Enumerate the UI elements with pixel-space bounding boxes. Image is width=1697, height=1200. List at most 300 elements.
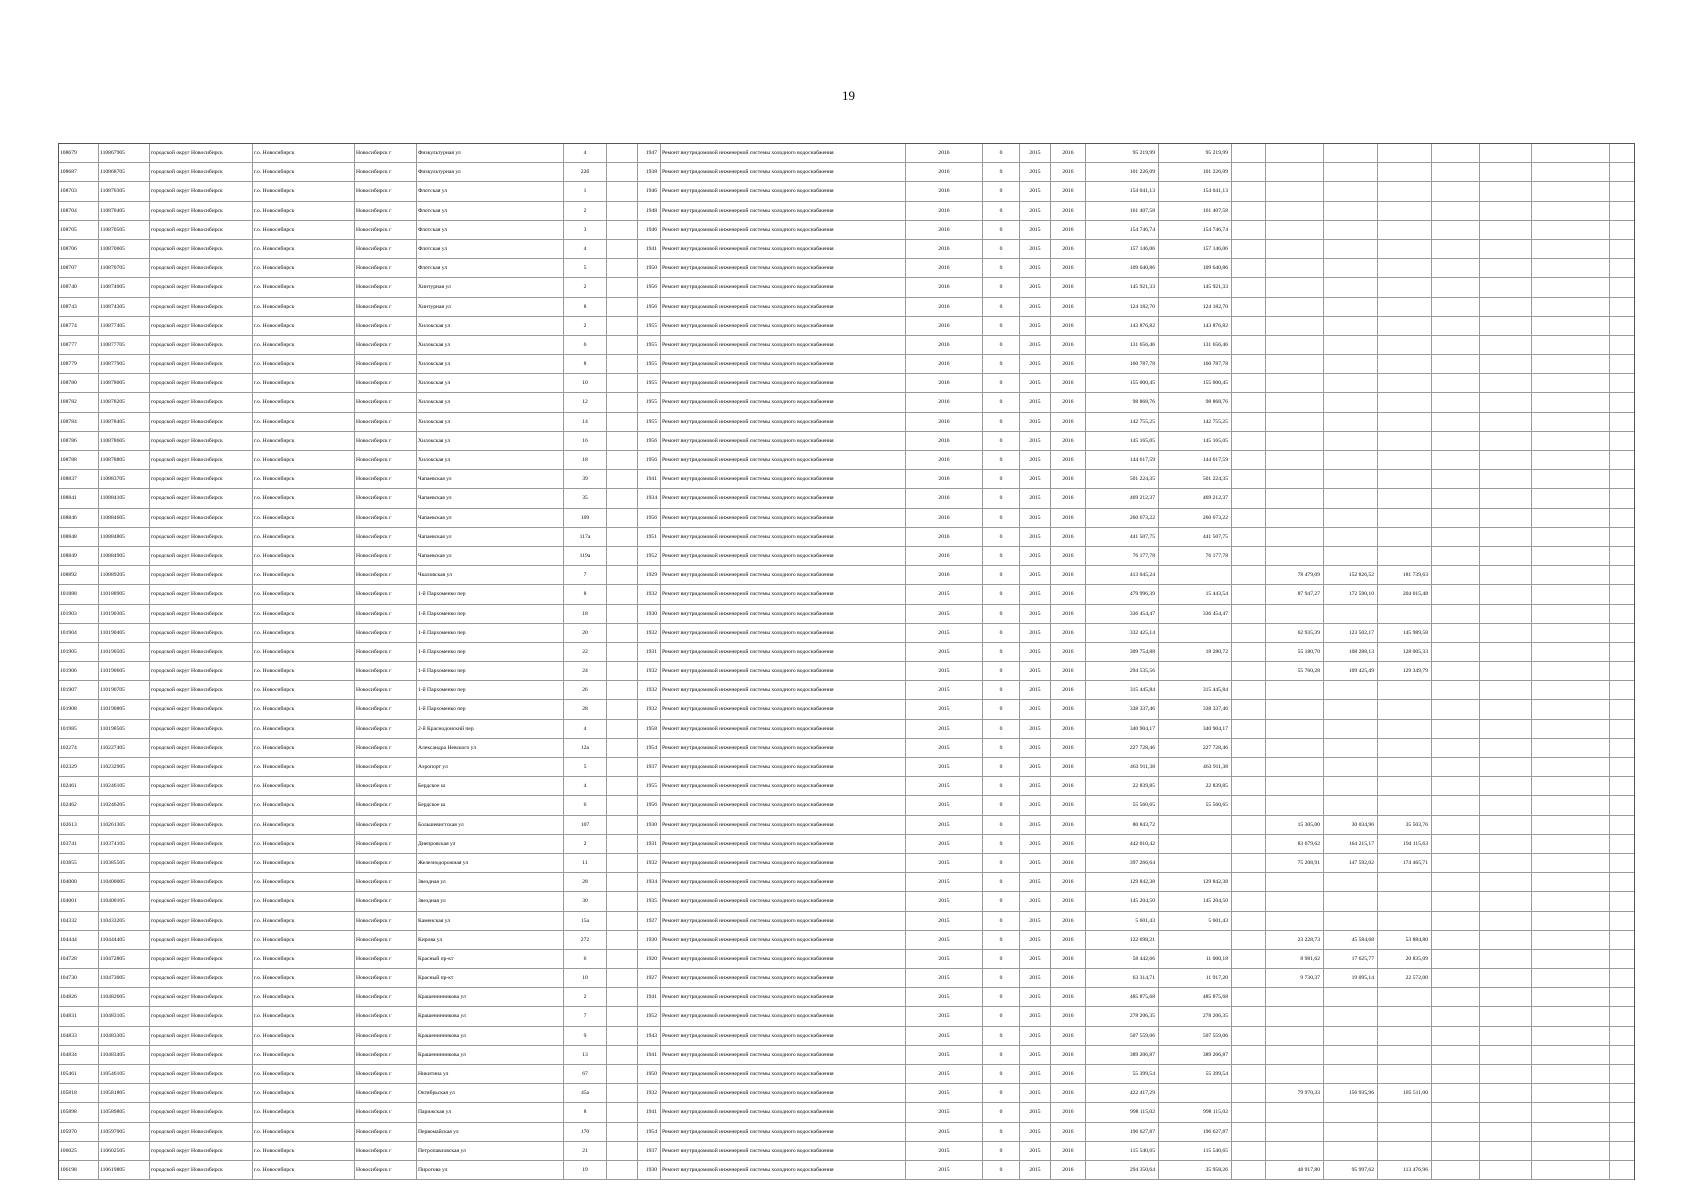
- table-row: [59, 336, 1634, 355]
- cell-code: 110883705: [99, 470, 150, 488]
- cell-street: 1-й Пархоменко пер: [417, 700, 564, 718]
- cell-house: 6: [564, 950, 607, 968]
- cell-year-from: 2015: [1020, 1027, 1051, 1045]
- cell-municipality: г.о. Новосибирск: [253, 1123, 355, 1141]
- cell-year-to: 2016: [1051, 720, 1086, 738]
- cell-code: 110870605: [99, 240, 150, 258]
- cell-district: городской округ Новосибирск: [150, 355, 253, 373]
- cell-zero: 0: [983, 873, 1020, 891]
- cell-municipality: г.о. Новосибирск: [253, 547, 355, 565]
- cell-empty: [1480, 470, 1532, 488]
- cell-fund-3: [1378, 509, 1432, 527]
- cell-municipality: г.о. Новосибирск: [253, 643, 355, 661]
- cell-cost-part: 5 601,43: [1159, 912, 1232, 930]
- cell-fund-3: 145 989,58: [1378, 624, 1432, 642]
- cell-city: Новосибирск г: [355, 758, 417, 776]
- cell-plan-year: 2015: [906, 624, 983, 642]
- cell-work-type: Ремонт внутридомовой инженерной системы холодного водоснабжения: [661, 1103, 906, 1121]
- cell-empty: [1610, 221, 1660, 239]
- cell-empty: [1232, 221, 1266, 239]
- cell-year-from: 2015: [1020, 432, 1051, 450]
- cell-street: Днепровская ул: [417, 835, 564, 853]
- table-row: [59, 451, 1634, 470]
- cell-year-from: 2015: [1020, 221, 1051, 239]
- cell-empty: [1610, 259, 1660, 277]
- cell-fund-3: [1378, 605, 1432, 623]
- cell-district: городской округ Новосибирск: [150, 816, 253, 834]
- cell-empty: [1480, 873, 1532, 891]
- cell-year-from: 2015: [1020, 240, 1051, 258]
- cell-empty: [1610, 931, 1660, 949]
- cell-year-to: 2016: [1051, 1084, 1086, 1102]
- table-row: [59, 585, 1634, 604]
- cell-year-to: 2016: [1051, 547, 1086, 565]
- cell-year-from: 2015: [1020, 624, 1051, 642]
- cell-zero: 0: [983, 182, 1020, 200]
- cell-id: 108705: [59, 221, 99, 239]
- cell-code: 110619805: [99, 1161, 150, 1179]
- cell-empty: [1532, 624, 1610, 642]
- cell-built-year: 1930: [638, 1161, 661, 1179]
- cell-street: Чапаевская ул: [417, 528, 564, 546]
- cell-street: Чапаевская ул: [417, 547, 564, 565]
- cell-fund-2: [1324, 240, 1378, 258]
- cell-built-year: 1930: [638, 605, 661, 623]
- cell-empty: [1480, 221, 1532, 239]
- cell-built-year: 1951: [638, 528, 661, 546]
- cell-empty: [1532, 1103, 1610, 1121]
- cell-empty: [1432, 1027, 1480, 1045]
- table-row: [59, 374, 1634, 393]
- cell-municipality: г.о. Новосибирск: [253, 1103, 355, 1121]
- cell-code: 110581805: [99, 1084, 150, 1102]
- cell-zero: 0: [983, 777, 1020, 795]
- cell-empty: [1532, 489, 1610, 507]
- cell-built-year: 1955: [638, 777, 661, 795]
- cell-fund-3: [1378, 912, 1432, 930]
- cell-empty: [1232, 816, 1266, 834]
- cell-fund-2: [1324, 163, 1378, 181]
- cell-id: 108679: [59, 144, 99, 162]
- cell-fund-1: 15 305,00: [1266, 816, 1324, 834]
- cell-street: Звездная ул: [417, 873, 564, 891]
- cell-plan-year: 2016: [906, 470, 983, 488]
- cell-year-from: 2015: [1020, 969, 1051, 987]
- cell-city: Новосибирск г: [355, 605, 417, 623]
- cell-id: 104826: [59, 988, 99, 1006]
- cell-built-year: 1920: [638, 950, 661, 968]
- cell-municipality: г.о. Новосибирск: [253, 278, 355, 296]
- cell-zero: 0: [983, 1007, 1020, 1025]
- cell-city: Новосибирск г: [355, 298, 417, 316]
- cell-empty: [1610, 777, 1660, 795]
- cell-plan-year: 2015: [906, 1046, 983, 1064]
- cell-zero: 0: [983, 1065, 1020, 1083]
- cell-fund-2: [1324, 278, 1378, 296]
- cell-code: 110232905: [99, 758, 150, 776]
- cell-street: 1-й Пархоменко пер: [417, 643, 564, 661]
- cell-plan-year: 2015: [906, 892, 983, 910]
- cell-district: городской округ Новосибирск: [150, 432, 253, 450]
- cell-cost-part: 144 617,59: [1159, 451, 1232, 469]
- cell-empty: [1532, 816, 1610, 834]
- cell-house: 12: [564, 393, 607, 411]
- cell-district: городской округ Новосибирск: [150, 796, 253, 814]
- cell-house: 67: [564, 1065, 607, 1083]
- cell-year-from: 2015: [1020, 835, 1051, 853]
- cell-street: Чапаевская ул: [417, 509, 564, 527]
- table-row: [59, 566, 1634, 585]
- cell-building: [607, 931, 638, 949]
- cell-house: 18: [564, 451, 607, 469]
- cell-street: 1-й Пархоменко пер: [417, 624, 564, 642]
- cell-built-year: 1955: [638, 336, 661, 354]
- cell-empty: [1610, 1027, 1660, 1045]
- cell-empty: [1480, 1123, 1532, 1141]
- cell-house: 109: [564, 509, 607, 527]
- cell-district: городской округ Новосибирск: [150, 854, 253, 872]
- cell-year-to: 2016: [1051, 912, 1086, 930]
- cell-empty: [1232, 1027, 1266, 1045]
- cell-plan-year: 2015: [906, 1123, 983, 1141]
- cell-id: 108892: [59, 566, 99, 584]
- cell-house: 20: [564, 624, 607, 642]
- cell-city: Новосибирск г: [355, 1007, 417, 1025]
- cell-work-type: Ремонт внутридомовой инженерной системы холодного водоснабжения: [661, 470, 906, 488]
- cell-house: 28: [564, 873, 607, 891]
- cell-year-from: 2015: [1020, 298, 1051, 316]
- cell-zero: 0: [983, 835, 1020, 853]
- cell-plan-year: 2016: [906, 336, 983, 354]
- cell-building: [607, 202, 638, 220]
- cell-district: городской округ Новосибирск: [150, 221, 253, 239]
- cell-fund-1: [1266, 1123, 1324, 1141]
- cell-id: 108837: [59, 470, 99, 488]
- cell-house: 8: [564, 298, 607, 316]
- cell-year-from: 2015: [1020, 912, 1051, 930]
- cell-municipality: г.о. Новосибирск: [253, 566, 355, 584]
- cell-built-year: 1954: [638, 739, 661, 757]
- cell-fund-1: 83 679,62: [1266, 835, 1324, 853]
- cell-fund-1: 78 479,09: [1266, 566, 1324, 584]
- cell-house: 10: [564, 969, 607, 987]
- cell-empty: [1480, 643, 1532, 661]
- cell-year-to: 2016: [1051, 432, 1086, 450]
- cell-fund-2: 108 288,13: [1324, 643, 1378, 661]
- cell-fund-2: [1324, 528, 1378, 546]
- cell-id: 104833: [59, 1027, 99, 1045]
- cell-code: 110884805: [99, 528, 150, 546]
- cell-code: 110874005: [99, 278, 150, 296]
- cell-municipality: г.о. Новосибирск: [253, 1027, 355, 1045]
- cell-built-year: 1937: [638, 758, 661, 776]
- cell-built-year: 1935: [638, 892, 661, 910]
- cell-building: [607, 873, 638, 891]
- cell-work-type: Ремонт внутридомовой инженерной системы холодного водоснабжения: [661, 509, 906, 527]
- cell-district: городской округ Новосибирск: [150, 1161, 253, 1179]
- cell-house: 18: [564, 605, 607, 623]
- cell-total-cost: 109 640,86: [1086, 259, 1159, 277]
- cell-plan-year: 2015: [906, 758, 983, 776]
- cell-street: Парижская ул: [417, 1103, 564, 1121]
- cell-fund-3: 194 115,63: [1378, 835, 1432, 853]
- cell-year-from: 2015: [1020, 202, 1051, 220]
- cell-empty: [1480, 1046, 1532, 1064]
- cell-year-to: 2016: [1051, 374, 1086, 392]
- cell-house: 8: [564, 355, 607, 373]
- cell-cost-part: 143 876,82: [1159, 317, 1232, 335]
- cell-code: 110878805: [99, 451, 150, 469]
- cell-total-cost: 479 996,39: [1086, 585, 1159, 603]
- cell-municipality: г.о. Новосибирск: [253, 700, 355, 718]
- cell-year-to: 2016: [1051, 1142, 1086, 1160]
- cell-empty: [1532, 566, 1610, 584]
- cell-fund-3: [1378, 1123, 1432, 1141]
- cell-cost-part: [1159, 662, 1232, 680]
- cell-fund-2: [1324, 700, 1378, 718]
- cell-city: Новосибирск г: [355, 509, 417, 527]
- cell-municipality: г.о. Новосибирск: [253, 528, 355, 546]
- table-row: [59, 278, 1634, 297]
- table-row: [59, 144, 1634, 163]
- cell-total-cost: 145 165,05: [1086, 432, 1159, 450]
- cell-city: Новосибирск г: [355, 259, 417, 277]
- cell-built-year: 1927: [638, 969, 661, 987]
- cell-year-to: 2016: [1051, 1046, 1086, 1064]
- cell-building: [607, 259, 638, 277]
- cell-work-type: Ремонт внутридомовой инженерной системы холодного водоснабжения: [661, 777, 906, 795]
- table-row: [59, 681, 1634, 700]
- cell-code: 110261305: [99, 816, 150, 834]
- cell-built-year: 1956: [638, 796, 661, 814]
- cell-cost-part: 15 443,54: [1159, 585, 1232, 603]
- cell-fund-2: [1324, 1123, 1378, 1141]
- cell-fund-3: [1378, 1007, 1432, 1025]
- cell-empty: [1480, 413, 1532, 431]
- cell-fund-1: [1266, 739, 1324, 757]
- cell-house: 8: [564, 1103, 607, 1121]
- cell-empty: [1232, 988, 1266, 1006]
- cell-building: [607, 643, 638, 661]
- cell-street: Бердское ш: [417, 777, 564, 795]
- cell-zero: 0: [983, 509, 1020, 527]
- cell-total-cost: 154 041,13: [1086, 182, 1159, 200]
- cell-plan-year: 2016: [906, 298, 983, 316]
- cell-fund-1: [1266, 182, 1324, 200]
- cell-empty: [1232, 413, 1266, 431]
- cell-street: 2-й Краснодонский пер: [417, 720, 564, 738]
- cell-code: 110433205: [99, 912, 150, 930]
- cell-empty: [1610, 432, 1660, 450]
- cell-total-cost: 340 904,17: [1086, 720, 1159, 738]
- cell-empty: [1232, 182, 1266, 200]
- cell-zero: 0: [983, 816, 1020, 834]
- cell-fund-2: [1324, 873, 1378, 891]
- cell-fund-1: [1266, 259, 1324, 277]
- cell-built-year: 1932: [638, 585, 661, 603]
- cell-empty: [1480, 758, 1532, 776]
- cell-empty: [1610, 355, 1660, 373]
- cell-city: Новосибирск г: [355, 681, 417, 699]
- cell-fund-3: [1378, 489, 1432, 507]
- cell-id: 108743: [59, 298, 99, 316]
- table-row: [59, 1065, 1634, 1084]
- cell-fund-3: [1378, 451, 1432, 469]
- cell-empty: [1480, 182, 1532, 200]
- cell-city: Новосибирск г: [355, 413, 417, 431]
- cell-city: Новосибирск г: [355, 489, 417, 507]
- cell-built-year: 1958: [638, 720, 661, 738]
- cell-district: городской округ Новосибирск: [150, 547, 253, 565]
- cell-street: Крашенинникова ул: [417, 1046, 564, 1064]
- cell-year-to: 2016: [1051, 969, 1086, 987]
- cell-total-cost: 124 182,70: [1086, 298, 1159, 316]
- cell-empty: [1480, 432, 1532, 450]
- cell-id: 108706: [59, 240, 99, 258]
- cell-municipality: г.о. Новосибирск: [253, 1046, 355, 1064]
- cell-municipality: г.о. Новосибирск: [253, 835, 355, 853]
- cell-empty: [1610, 1007, 1660, 1025]
- cell-fund-3: [1378, 988, 1432, 1006]
- cell-empty: [1610, 528, 1660, 546]
- cell-cost-part: 11 917,20: [1159, 969, 1232, 987]
- table-row: [59, 240, 1634, 259]
- cell-plan-year: 2015: [906, 739, 983, 757]
- cell-year-to: 2016: [1051, 1027, 1086, 1045]
- cell-empty: [1232, 1084, 1266, 1102]
- cell-building: [607, 163, 638, 181]
- cell-built-year: 1941: [638, 988, 661, 1006]
- cell-id: 101906: [59, 662, 99, 680]
- cell-fund-1: [1266, 1007, 1324, 1025]
- cell-plan-year: 2015: [906, 969, 983, 987]
- cell-empty: [1432, 528, 1480, 546]
- cell-id: 108707: [59, 259, 99, 277]
- cell-empty: [1232, 470, 1266, 488]
- cell-empty: [1532, 336, 1610, 354]
- cell-zero: 0: [983, 1142, 1020, 1160]
- cell-fund-3: [1378, 432, 1432, 450]
- cell-plan-year: 2016: [906, 451, 983, 469]
- cell-house: 4: [564, 777, 607, 795]
- cell-street: Хинтурная ул: [417, 278, 564, 296]
- cell-code: 110884105: [99, 489, 150, 507]
- cell-year-to: 2016: [1051, 509, 1086, 527]
- cell-year-to: 2016: [1051, 528, 1086, 546]
- cell-street: Флотская ул: [417, 259, 564, 277]
- cell-built-year: 1931: [638, 835, 661, 853]
- cell-fund-2: [1324, 1142, 1378, 1160]
- cell-fund-3: [1378, 393, 1432, 411]
- cell-fund-1: [1266, 873, 1324, 891]
- cell-work-type: Ремонт внутридомовой инженерной системы холодного водоснабжения: [661, 950, 906, 968]
- cell-fund-1: [1266, 163, 1324, 181]
- cell-code: 110889205: [99, 566, 150, 584]
- cell-year-from: 2015: [1020, 374, 1051, 392]
- cell-empty: [1480, 163, 1532, 181]
- cell-plan-year: 2015: [906, 931, 983, 949]
- cell-empty: [1232, 566, 1266, 584]
- cell-district: городской округ Новосибирск: [150, 374, 253, 392]
- cell-fund-2: [1324, 221, 1378, 239]
- cell-empty: [1432, 298, 1480, 316]
- cell-empty: [1532, 259, 1610, 277]
- cell-plan-year: 2016: [906, 393, 983, 411]
- cell-plan-year: 2015: [906, 816, 983, 834]
- table-row: [59, 509, 1634, 528]
- cell-year-from: 2015: [1020, 816, 1051, 834]
- cell-house: 5: [564, 758, 607, 776]
- cell-year-from: 2015: [1020, 892, 1051, 910]
- cell-empty: [1610, 509, 1660, 527]
- cell-total-cost: 76 177,78: [1086, 547, 1159, 565]
- cell-fund-3: [1378, 202, 1432, 220]
- cell-cost-part: 98 868,76: [1159, 393, 1232, 411]
- cell-city: Новосибирск г: [355, 1084, 417, 1102]
- cell-district: городской округ Новосибирск: [150, 912, 253, 930]
- cell-total-cost: 122 698,21: [1086, 931, 1159, 949]
- cell-empty: [1432, 1161, 1480, 1179]
- cell-fund-1: 79 970,33: [1266, 1084, 1324, 1102]
- cell-empty: [1432, 163, 1480, 181]
- table-row: [59, 1046, 1634, 1065]
- cell-zero: 0: [983, 547, 1020, 565]
- cell-district: городской округ Новосибирск: [150, 317, 253, 335]
- cell-empty: [1610, 969, 1660, 987]
- cell-code: 110589805: [99, 1103, 150, 1121]
- cell-house: 4: [564, 240, 607, 258]
- cell-empty: [1480, 1084, 1532, 1102]
- table-row: [59, 796, 1634, 815]
- cell-code: 110597005: [99, 1123, 150, 1141]
- cell-built-year: 1950: [638, 1065, 661, 1083]
- cell-fund-2: [1324, 720, 1378, 738]
- cell-year-to: 2016: [1051, 758, 1086, 776]
- cell-total-cost: 95 219,99: [1086, 144, 1159, 162]
- cell-municipality: г.о. Новосибирск: [253, 1142, 355, 1160]
- cell-built-year: 1941: [638, 1103, 661, 1121]
- cell-empty: [1480, 912, 1532, 930]
- cell-built-year: 1955: [638, 413, 661, 431]
- cell-fund-1: [1266, 413, 1324, 431]
- cell-fund-3: [1378, 758, 1432, 776]
- cell-id: 101903: [59, 605, 99, 623]
- cell-plan-year: 2016: [906, 259, 983, 277]
- cell-municipality: г.о. Новосибирск: [253, 950, 355, 968]
- cell-total-cost: 63 314,71: [1086, 969, 1159, 987]
- cell-fund-2: [1324, 1065, 1378, 1083]
- cell-year-from: 2015: [1020, 182, 1051, 200]
- cell-empty: [1532, 202, 1610, 220]
- cell-fund-1: [1266, 892, 1324, 910]
- cell-built-year: 1932: [638, 681, 661, 699]
- cell-house: 22: [564, 643, 607, 661]
- cell-fund-1: 48 917,80: [1266, 1161, 1324, 1179]
- cell-year-from: 2015: [1020, 950, 1051, 968]
- cell-city: Новосибирск г: [355, 969, 417, 987]
- cell-id: 102462: [59, 796, 99, 814]
- cell-year-to: 2016: [1051, 585, 1086, 603]
- cell-fund-1: [1266, 700, 1324, 718]
- cell-street: Хилокская ул: [417, 393, 564, 411]
- cell-plan-year: 2015: [906, 720, 983, 738]
- cell-id: 104000: [59, 873, 99, 891]
- cell-empty: [1610, 950, 1660, 968]
- table-row: [59, 1027, 1634, 1046]
- cell-municipality: г.о. Новосибирск: [253, 317, 355, 335]
- cell-total-cost: 260 673,22: [1086, 509, 1159, 527]
- cell-empty: [1232, 1142, 1266, 1160]
